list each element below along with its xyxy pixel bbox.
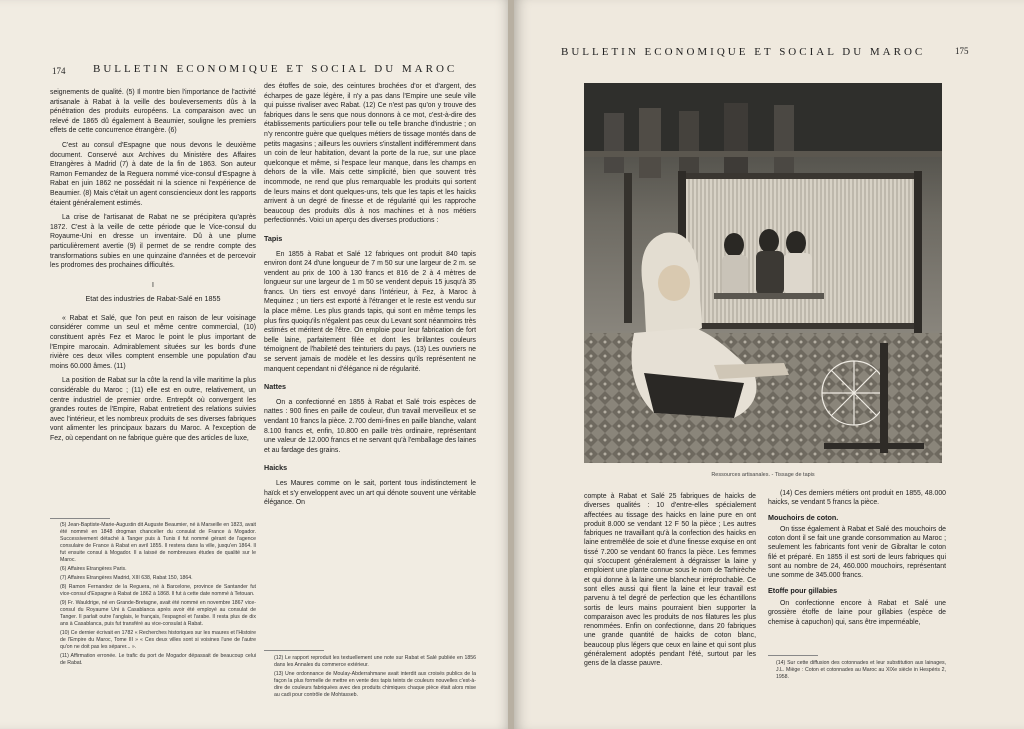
footnote: (8) Ramon Fernandez de la Reguera, né à Barcelone, province de Santander fut vice-consul d'Espagne à Rabat de 1862 à 1868. Il fut à cette date nommé à Tetouan. xyxy=(60,584,256,597)
footnote: (12) Le rapport reproduit les textuellement une note sur Rabat et Salé publiée en 1856 dans les Annales du commerce extérieur. xyxy=(274,655,476,668)
footnote: (14) Sur cette diffusion des cotonnades et leur substitution aux lainages, J.L. Miège : Coton et cotonnades au Maroc au XIXe siècle in Hespéris 2, 1958. xyxy=(776,660,946,680)
right-column-1 xyxy=(584,492,756,692)
paragraph: compte à Rabat et Salé 25 fabriques de haicks de diverses qualités : 10 d'entre-elles spécialement affectées au tissage des haicks en laine pure en ont produit 8.000 se vendant 12 F 50 la pièce ; Les autres fabriques ne travaillant qu'à la confection des haicks en laine entremêlée de soie et d'une finesse exquise en ont tissé 7.200 se vendant 60 francs la pièce. Les femmes qui s'occupent généralement à dégraisser la laine y emploient une plante connue sous le nom de Tarhirèche et qui donne à la laine une blancheur irréprochable. Ce sont elles aussi qui filent la laine et leur travail est parvenu à tel degré de perfection que les échantillons sortis de leurs mains pourraient bien supporter la comparaison avec les produits de nos filatures les plus renommées. Enfin on confectionne, dans 20 fabriques une grande quantité de haicks de coton blanc, beaucoup plus légers que ceux en laine et qui sont plus généralement adoptés pendant l'été, surtout par les gens de la classe pauvre. xyxy=(584,493,756,668)
heading-gillabies: Etoffe pour gillabies xyxy=(768,585,838,595)
footnote: (5) Jean-Baptiste-Marie-Augustin dit Auguste Beaumier, né à Marseille en 1823, avait été nommé en 1848 drogman chancelier du consulat de France à Mogador. Successivement détaché à Tanger puis à Tunis il fut nommé gérant de l'agence consulaire de France à Rabat en avril 1855. Il restera dans la ville, jusqu'en 1864. Il fut ensuite consul à Mogador. Il a laissé de nombreuses études de qualité sur le Maroc. xyxy=(60,522,256,563)
spinning-wheel xyxy=(822,361,886,425)
heading-haicks: Haicks xyxy=(264,463,288,473)
running-header-left: BULLETIN ECONOMIQUE ET SOCIAL DU MAROC xyxy=(93,63,458,75)
footnote: (10) Ce dernier écrivait en 1782 « Recherches historiques sur les maures et l'Histoire de l'Empire du Maroc, Tome III » « Ces deux villes sont si voisines l'une de l'autre qu'on ne doit pas les séparer... ». xyxy=(60,630,256,650)
paragraph: des étoffes de soie, des ceintures brochées d'or et d'argent, des écharpes de gaze légère, il n'y a pas dans l'Empire une seule ville qui puisse rivaliser avec Rabat. (12) Ce n'est pas qu'on y trouve des fabriques dans le sens que nous donnons à ce mot, c'est-à-dire des établissements particuliers pour telle ou telle branche d'industrie ; on n'y rencontre guère que quelques métiers de tissage montés dans de petits magasins ; ailleurs les ouvriers s'installent indifféremment dans un coin de leur habitation, devant la porte de la rue, sur une place quelconque et même, si l'espace leur manque, dans les champs en dehors de la ville. Mais cette simplicité, bien que souvent très incommode, ne rend que plus remarquable les produits qui sortent de leurs mains et dont quelques-uns, tels que les tapis et les haicks arrivent à un degré de finesse et de régularité qui les rapproche beaucoup des produits dûs à nos machines et à nos métiers perfectionnés. Voici un aperçu des diverses productions : xyxy=(264,83,476,225)
paragraph: (14) Ces derniers métiers ont produit en 1855, 48.000 haicks, se vendant 5 francs la pièce. xyxy=(768,490,946,507)
section-title: Etat des industries de Rabat-Salé en 1855 xyxy=(85,294,221,304)
right-column-2 xyxy=(768,489,946,649)
carpet-weaving-image xyxy=(584,83,942,463)
paragraph: On a confectionné en 1855 à Rabat et Salé trois espèces de nattes : 900 fines en paille de couleur, d'un travail merveilleux et se vendant 10 francs la pièce. 2.700 demi-fines en paille blanche, valant 8.100 francs et, enfin, 10.800 en paille très ordinaire, représentant une valeur de 12.000 francs et ne servant qu'à l'emballage des laines et au fardage des grains. xyxy=(264,398,476,454)
heading-tapis: Tapis xyxy=(264,233,283,243)
left-footnotes xyxy=(60,522,256,669)
left-column-1 xyxy=(50,88,256,508)
paragraph: « Rabat et Salé, que l'on peut en raison de leur voisinage considérer comme un seul et même centre commercial, (10) constituent après Fez et Maroc le point le plus important de l'Empire marocain. Admirablement situées sur les bords d'une rivière ces deux villes comptent ensemble une population d'au moins 60.000 âmes. (11) xyxy=(50,314,256,370)
page-number-left: 174 xyxy=(52,66,66,76)
weaving-photo xyxy=(584,83,942,463)
running-header-right: BULLETIN ECONOMIQUE ET SOCIAL DU MAROC xyxy=(561,46,926,58)
footnote: (9) Fr. Wauldrige, né en Grande-Bretagne, avait été nommé en novembre 1867 vice-consul du Royaume Uni à Casablanca après avoir été employé au consulat de Tanger. Il parlait outre l'anglais, le français, l'espagnol et l'arabe. Il resta plus de dix ans à Casablanca, puis fut transféré au vice-consulat à Rabat. xyxy=(60,600,256,627)
right-footnotes xyxy=(776,660,946,683)
page-number-right: 175 xyxy=(955,46,969,56)
heading-mouchoirs: Mouchoirs de coton. xyxy=(768,512,839,522)
footnote-rule xyxy=(50,518,110,519)
footnote-rule xyxy=(264,650,324,651)
footnote: (11) Affirmation erronée. Le trafic du port de Mogador dépassait de beaucoup celui de Rabat. xyxy=(60,653,256,666)
left-footnotes-2 xyxy=(274,655,476,701)
paragraph: C'est au consul d'Espagne que nous devons le deuxième document. Conservé aux Archives du Ministère des Affaires Etrangères à Madrid (7) à date de la fin de 1863. Son auteur Ramon Fernandez de la Reguera nommé vice-consul d'Espagne à Rabat en juin 1862 ne possédait ni la science ni l'expérience de Beaumier. (8) Mais c'était un agent consciencieux dont les rapports étaient généralement estimés. xyxy=(50,141,256,207)
paragraph: La crise de l'artisanat de Rabat ne se précipitera qu'après 1872. C'est à la veille de cette période que le Vice-consul du Royaume-Uni en dresse un inventaire. Dû à une plume particulièrement avertie (9) il permet de se rendre compte des transformations subies en une quinzaine d'années et de percevoir les prodromes des prochaines difficultés. xyxy=(50,214,256,270)
paragraph: Les Maures comme on le sait, portent tous indistinctement le haïck et s'y enveloppent avec un art qui dénote souvent une véritable élégance. On xyxy=(264,479,476,507)
footnote: (13) Une ordonnance de Moulay-Abderrahmane avait interdit aux croisés publics de la façon la plus formelle de mettre en vente des tapis teints de couleurs nouvelles c'est-à-dire de couleurs fabriquées avec des produits chimiques chaque pièce était alors mise au cadi pour contrôle de Mohtasseb. xyxy=(274,671,476,698)
footnote: (6) Affaires Etrangères Paris. xyxy=(60,566,127,572)
paragraph: La position de Rabat sur la côte la rend la ville maritime la plus considérable du Maroc ; (11) elle est en outre, relativement, un centre industriel de premier ordre. Entrepôt où convergent les grandes routes de l'Empire, Rabat entretient des relations suivies avec l'intérieur, et les nombreux produits de ses diverses fabriques vont alimenter les principaux bazars du Maroc. A l'exception de Fez, où cependant on ne fabrique guère que des articles de luxe, xyxy=(50,377,256,442)
paragraph: seignements de qualité. (5) Il montre bien l'importance de l'activité artisanale à Rabat à la veille des bouleversements dûs à la pénétration des produits européens. La comparaison avec un relevé de 1865 dû également à Beaumier, souligne les premiers effets de cette concurrence étrangère. (6) xyxy=(50,89,256,135)
section-number: I xyxy=(152,281,154,289)
left-column-2 xyxy=(264,82,476,642)
photo-caption: Ressources artisanales. - Tissage de tapis xyxy=(711,472,815,478)
paragraph: En 1855 à Rabat et Salé 12 fabriques ont produit 840 tapis environ dont 24 d'une longueur de 7 m 50 sur une largeur de 2 m. se vendent au prix de 100 à 130 francs et 816 de 2 à 4 mètres de longueur sur une largeur de 1 m 50 se vendent depuis 15 jusqu'à 35 francs. Un tiers est envoyé dans l'intérieur, à Fez, à Maroc à Mequinez ; un tiers est exporté à l'étranger et le reste est vendu sur la place même. Les plus grands tapis, qui sont en même temps les plus fins quoiqu'ils n'égalent pas ceux du Levant sont néanmoins très estimés et méritent de l'être. On emploie pour leur fabrication de fort belle laine, parfaitement filée et dont les brillantes couleurs témoignent de l'habileté des teinturiers du pays. (13) Les ouvriers ne se servent jamais de modèle et les dessins qu'ils représentent ne manquent cependant ni d'élégance ni de régularité. xyxy=(264,250,476,373)
paragraph: On tisse également à Rabat et Salé des mouchoirs de coton dont il se fait une grande consommation au Maroc ; seulement les fabricants font venir de Gibraltar le coton filé et préparé. En 1855 il est sorti de leurs fabriques qui sont au nombre de 24, 460.000 mouchoirs, représentant une somme de 345.000 francs. xyxy=(768,525,946,580)
footnote: (7) Affaires Etrangères Madrid, XIII 638, Rabat 150, 1864. xyxy=(60,575,193,581)
heading-nattes: Nattes xyxy=(264,382,286,392)
footnote-rule xyxy=(768,655,818,656)
paragraph: On confectionne encore à Rabat et Salé une grossière étoffe de laine pour gillabies (espèce de chemise à capuchon) qui, sans être imperméable, xyxy=(768,599,946,626)
